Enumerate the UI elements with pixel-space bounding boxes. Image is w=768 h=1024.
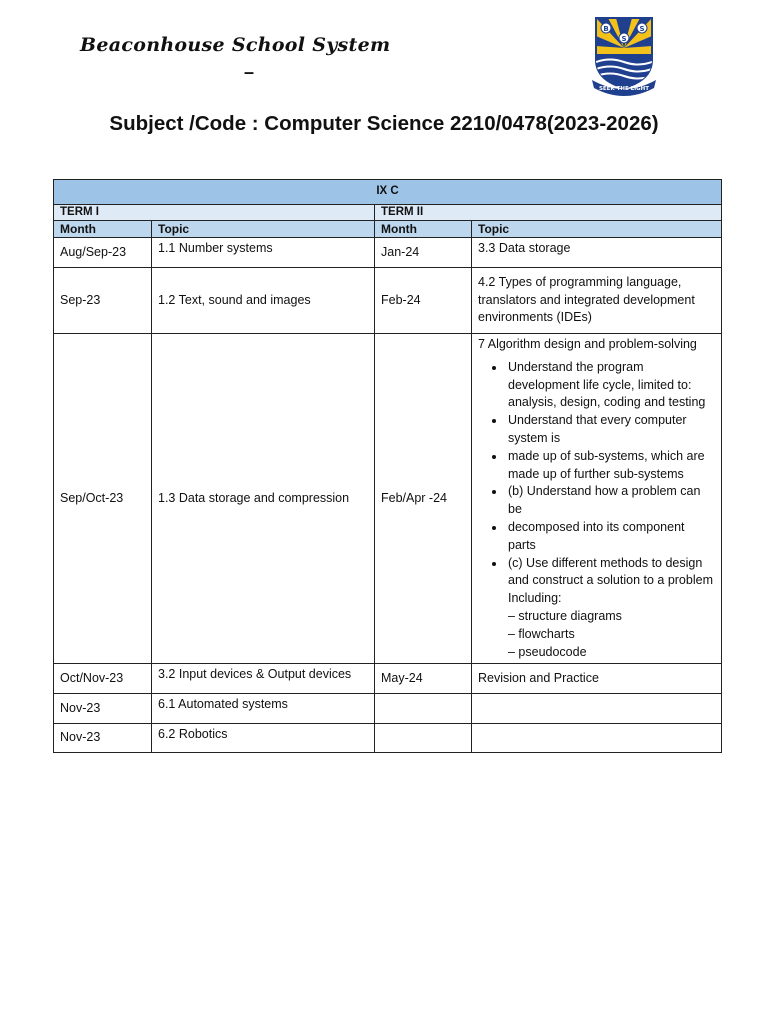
topic-title: 7 Algorithm design and problem-solving	[478, 337, 697, 351]
class-name: IX C	[54, 180, 722, 205]
term-1-topic: 6.1 Automated systems	[152, 694, 375, 724]
term-1-month: Sep/Oct-23	[54, 334, 152, 664]
term-2-month: Feb-24	[375, 268, 472, 334]
term-1-label: TERM I	[54, 205, 375, 221]
column-header-topic: Topic	[472, 221, 722, 238]
list-item: • Understand that every computer system is	[506, 412, 715, 448]
term-1-topic: 6.2 Robotics	[152, 724, 375, 753]
table-row	[54, 268, 722, 334]
list-item: • (b) Understand how a problem can be	[506, 483, 715, 519]
term-2-month	[375, 694, 472, 724]
term-2-topic: Revision and Practice	[472, 664, 722, 694]
title-dash: –	[244, 62, 255, 82]
school-crest-logo	[588, 14, 660, 98]
list-item	[506, 555, 715, 662]
table-row	[54, 334, 722, 664]
bullet-text: (c) Use different methods to design and construct a solution to a problem Including:	[508, 555, 713, 606]
term-row	[54, 205, 722, 221]
scheme-of-work-table	[53, 179, 722, 753]
list-item: • decomposed into its component parts	[506, 519, 715, 555]
column-header-row	[54, 221, 722, 238]
column-header-month: Month	[375, 221, 472, 238]
term-2-label: TERM II	[375, 205, 722, 221]
svg-text:B: B	[603, 25, 609, 33]
term-1-month: Nov-23	[54, 724, 152, 753]
class-row	[54, 180, 722, 205]
sub-item: – flowcharts	[508, 626, 575, 641]
list-item: • Understand the program development life cycle, limited to: analysis, design, coding and testing	[506, 359, 715, 412]
term-2-topic: 4.2 Types of programming language, translators and integrated development environments (IDEs)	[472, 268, 722, 334]
topic-bullet-list	[478, 359, 715, 662]
sub-item: – structure diagrams	[508, 608, 622, 623]
term-1-topic: 1.2 Text, sound and images	[152, 268, 375, 334]
term-2-month: May-24	[375, 664, 472, 694]
term-1-month: Nov-23	[54, 694, 152, 724]
list-item: • made up of sub-systems, which are made up of further sub-systems	[506, 448, 715, 484]
subject-title: Subject /Code : Computer Science 2210/0478(2023-2026)	[109, 112, 659, 135]
term-1-month: Aug/Sep-23	[54, 238, 152, 268]
term-1-topic: 1.1 Number systems	[152, 238, 375, 268]
term-1-month: Oct/Nov-23	[54, 664, 152, 694]
table-row	[54, 724, 722, 753]
table-row	[54, 694, 722, 724]
term-2-month	[375, 724, 472, 753]
column-header-topic: Topic	[152, 221, 375, 238]
term-2-topic	[472, 694, 722, 724]
term-2-month: Jan-24	[375, 238, 472, 268]
svg-text:S: S	[639, 25, 645, 33]
svg-text:SEEK THE LIGHT: SEEK THE LIGHT	[598, 86, 650, 92]
school-name: Beaconhouse School System	[80, 34, 391, 56]
term-1-topic: 3.2 Input devices & Output devices	[152, 664, 375, 694]
term-2-month: Feb/Apr -24	[375, 334, 472, 664]
column-header-month: Month	[54, 221, 152, 238]
term-1-month: Sep-23	[54, 268, 152, 334]
term-2-topic: 3.3 Data storage	[472, 238, 722, 268]
table-row	[54, 664, 722, 694]
svg-text:S: S	[621, 35, 627, 43]
term-2-topic-algorithm	[472, 334, 722, 664]
sub-item: – pseudocode	[508, 644, 587, 659]
term-2-topic	[472, 724, 722, 753]
table-row	[54, 238, 722, 268]
term-1-topic: 1.3 Data storage and compression	[152, 334, 375, 664]
